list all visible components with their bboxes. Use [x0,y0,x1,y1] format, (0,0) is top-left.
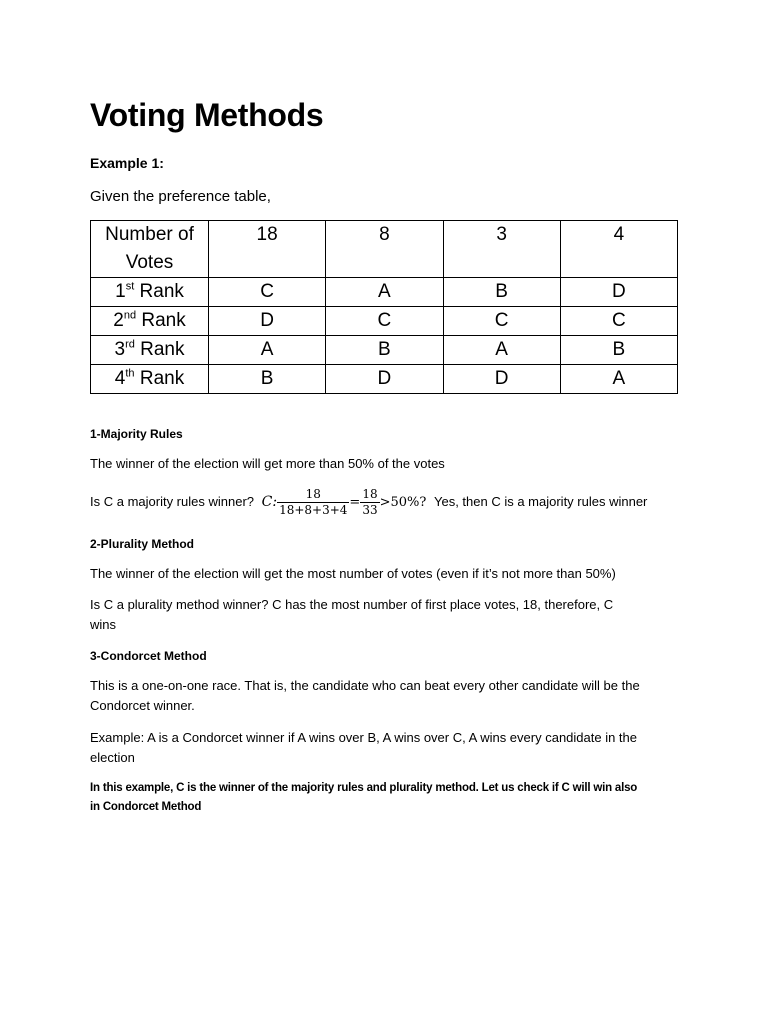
condorcet-desc-line2: Condorcet winner. [90,698,195,713]
rank-label-cell: 2nd Rank [91,307,209,336]
table-cell: D [560,278,677,307]
plurality-heading: 2-Plurality Method [90,537,195,551]
formula-prefix: C: [261,494,278,510]
fraction-2: $\frac{18}{33}$ [362,487,378,518]
table-cell: B [209,365,326,394]
table-header-row [91,221,678,278]
majority-heading: 1-Majority Rules [90,427,183,441]
intro-text: Given the preference table, [90,188,271,205]
votes-count-cell: 3 [443,221,560,278]
votes-header-line2: Votes [125,252,174,273]
table-cell: C [443,307,560,336]
table-cell: B [326,336,443,365]
majority-answer: Yes, then C is a majority rules winner [433,494,648,509]
majority-definition: The winner of the election will get more than 50% of the votes [90,456,445,471]
table-cell: A [443,336,560,365]
condorcet-note-line1: In this example, C is the winner of the majority rules and plurality method. Let us check if C will win also [90,782,638,794]
table-cell: D [209,307,326,336]
table-cell: A [209,336,326,365]
rank-label-cell: 4th Rank [91,365,209,394]
table-cell: A [560,365,677,394]
majority-question: Is C a majority rules winner? [90,494,254,509]
votes-count-cell: 18 [209,221,326,278]
preference-table [90,220,678,394]
table-cell: A [326,278,443,307]
table-cell: C [560,307,677,336]
formula-suffix: >50%? [379,495,427,510]
rank-label-cell: 3rd Rank [91,336,209,365]
table-cell: C [209,278,326,307]
table-row [91,278,678,307]
table-row [91,336,678,365]
condorcet-example-line1: Example: A is a Condorcet winner if A wins over B, A wins over C, A wins every candidate in the [90,730,638,745]
table-row [91,365,678,394]
formula-equals: = [349,495,361,510]
table-row [91,307,678,336]
votes-count-cell: 4 [560,221,677,278]
condorcet-example-line2: election [90,750,135,765]
votes-header-cell [91,221,209,278]
majority-question-line [90,484,647,521]
table-cell: B [560,336,677,365]
example-label: Example 1: [90,155,164,171]
fraction-1: $\frac{18}{18+8+3+4}$ [279,487,348,518]
condorcet-heading: 3-Condorcet Method [90,649,207,663]
votes-count-cell: 8 [326,221,443,278]
plurality-question-line1: Is C a plurality method winner? C has the most number of first place votes, 18, therefore, C [90,597,614,612]
table-cell: C [326,307,443,336]
condorcet-desc-line1: This is a one-on-one race. That is, the candidate who can beat every other candidate will be the [90,678,640,693]
table-cell: D [326,365,443,394]
table-cell: B [443,278,560,307]
plurality-question-line2: wins [90,617,117,632]
table-cell: D [443,365,560,394]
plurality-definition: The winner of the election will get the most number of votes (even if it’s not more than 50%) [90,566,616,581]
condorcet-note-line2: in Condorcet Method [90,801,202,813]
page-title: Voting Methods [90,97,324,133]
votes-header-line1: Number of [105,224,194,245]
rank-label-cell: 1st Rank [91,278,209,307]
